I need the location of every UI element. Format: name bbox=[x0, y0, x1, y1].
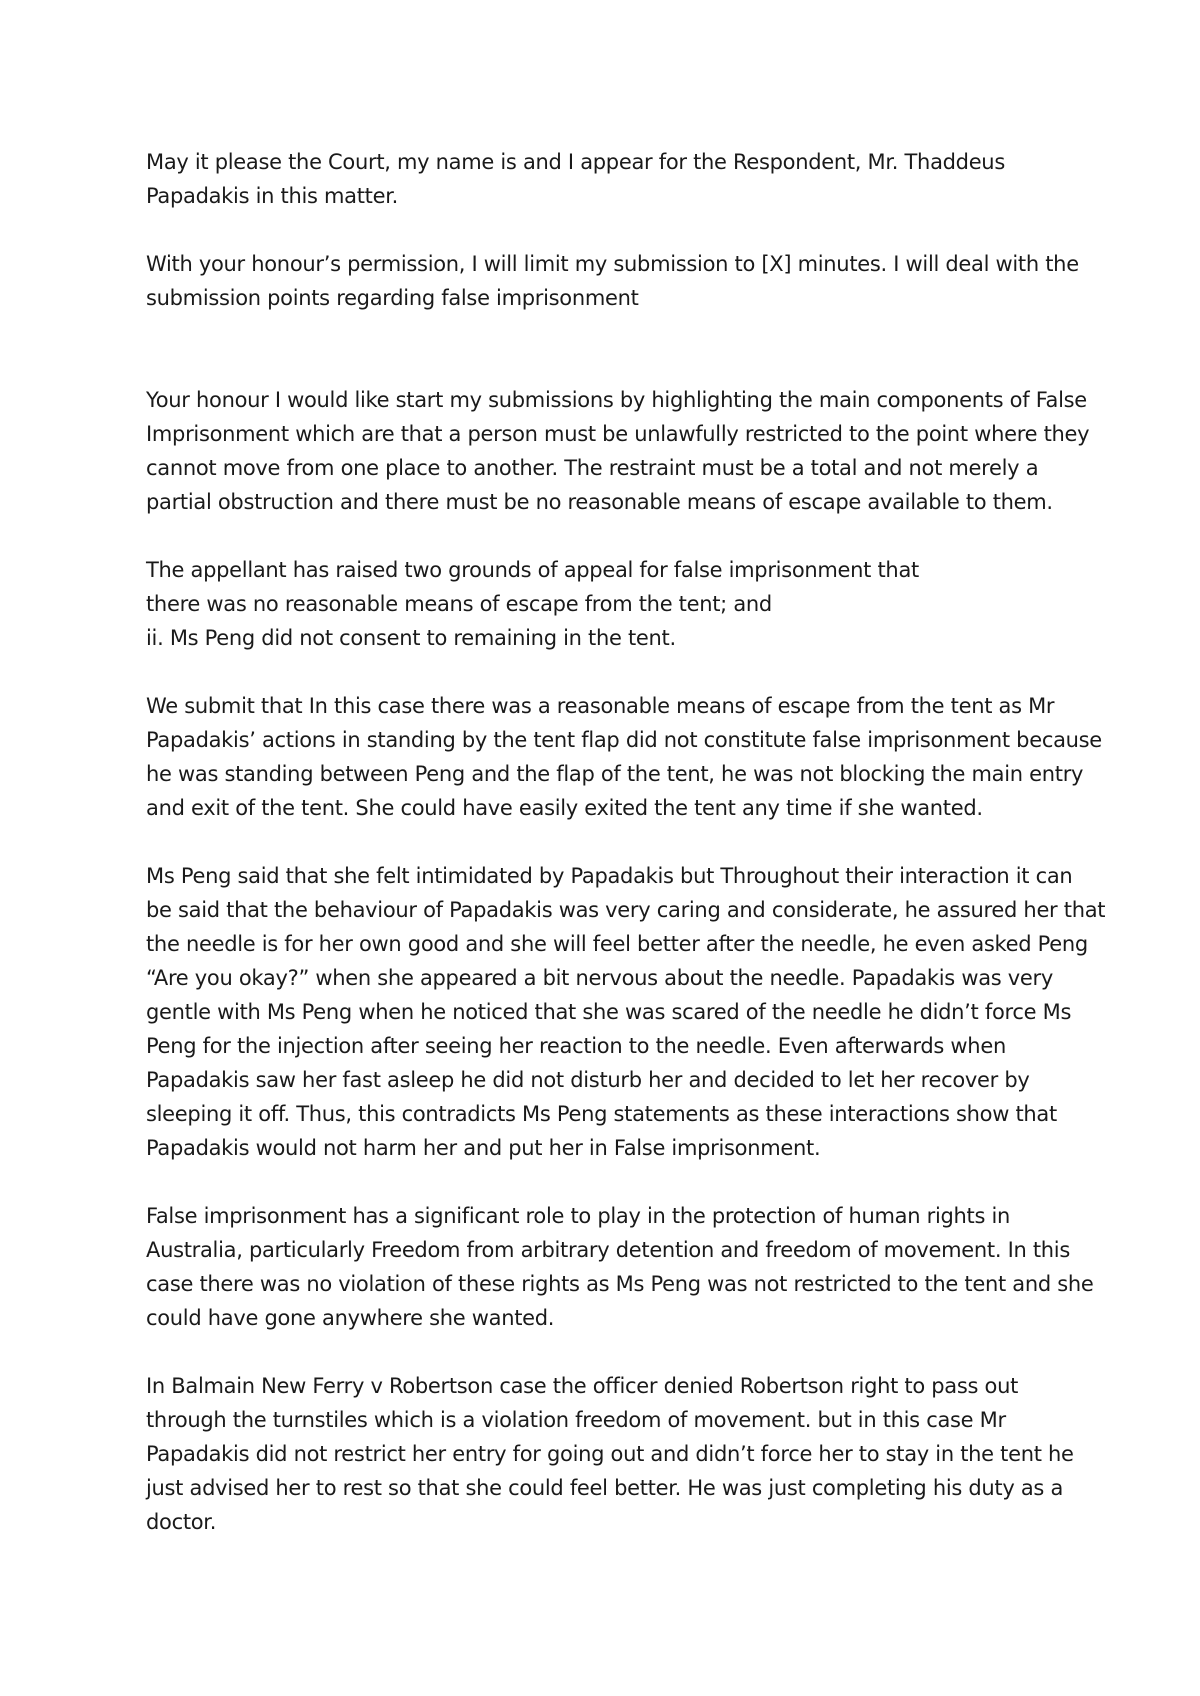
text-line: We submit that In this case there was a reasonable means of escape from the tent as Mr bbox=[146, 694, 1055, 718]
text-line: In Balmain New Ferry v Robertson case the officer denied Robertson right to pass out bbox=[146, 1374, 1019, 1398]
text-line: May it please the Court, my name is and I appear for the Respondent, Mr. Thaddeus bbox=[146, 150, 1005, 174]
text-line: he was standing between Peng and the flap of the tent, he was not blocking the main entry bbox=[146, 762, 1084, 786]
text-line: “Are you okay?” when she appeared a bit nervous about the needle. Papadakis was very bbox=[146, 966, 1053, 990]
text-line: Papadakis did not restrict her entry for going out and didn’t force her to stay in the tent he bbox=[146, 1442, 1074, 1466]
paragraph-means-of-escape bbox=[146, 689, 1102, 825]
text-line: gentle with Ms Peng when he noticed that she was scared of the needle he didn’t force Ms bbox=[146, 1000, 1072, 1024]
text-line: The appellant has raised two grounds of appeal for false imprisonment that bbox=[146, 558, 919, 582]
paragraph-permission bbox=[146, 247, 1079, 315]
text-line: With your honour’s permission, I will limit my submission to [X] minutes. I will deal with the bbox=[146, 252, 1079, 276]
text-line: Ms Peng said that she felt intimidated by Papadakis but Throughout their interaction it can bbox=[146, 864, 1073, 888]
text-line: be said that the behaviour of Papadakis was very caring and considerate, he assured her that bbox=[146, 898, 1106, 922]
text-line: Your honour I would like start my submissions by highlighting the main components of False bbox=[146, 388, 1087, 412]
text-line: Peng for the injection after seeing her reaction to the needle. Even afterwards when bbox=[146, 1034, 1006, 1058]
paragraph-introduction bbox=[146, 145, 1076, 213]
text-line: cannot move from one place to another. The restraint must be a total and not merely a bbox=[146, 456, 1039, 480]
text-line: Imprisonment which are that a person must be unlawfully restricted to the point where they bbox=[146, 422, 1090, 446]
paragraph-components bbox=[146, 383, 1090, 519]
text-line: through the turnstiles which is a violation freedom of movement. but in this case Mr bbox=[146, 1408, 1006, 1432]
text-line: just advised her to rest so that she could feel better. He was just completing his duty as a bbox=[146, 1476, 1064, 1500]
text-line: False imprisonment has a significant role to play in the protection of human rights in bbox=[146, 1204, 1011, 1228]
document-body bbox=[146, 145, 1106, 1573]
paragraph-human-rights bbox=[146, 1199, 1094, 1335]
text-line: doctor. bbox=[146, 1510, 217, 1534]
paragraph-behaviour bbox=[146, 859, 1106, 1165]
text-line: Australia, particularly Freedom from arbitrary detention and freedom of movement. In this bbox=[146, 1238, 1070, 1262]
text-line: Papadakis would not harm her and put her in False imprisonment. bbox=[146, 1136, 821, 1160]
text-line: Papadakis’ actions in standing by the tent flap did not constitute false imprisonment because bbox=[146, 728, 1102, 752]
text-line: there was no reasonable means of escape from the tent; and bbox=[146, 592, 772, 616]
text-line: ii. Ms Peng did not consent to remaining in the tent. bbox=[146, 626, 676, 650]
text-line: could have gone anywhere she wanted. bbox=[146, 1306, 555, 1330]
text-line: Papadakis saw her fast asleep he did not disturb her and decided to let her recover by bbox=[146, 1068, 1030, 1092]
text-line: sleeping it off. Thus, this contradicts Ms Peng statements as these interactions show that bbox=[146, 1102, 1057, 1126]
text-line: the needle is for her own good and she will feel better after the needle, he even asked Peng bbox=[146, 932, 1088, 956]
text-line: case there was no violation of these rights as Ms Peng was not restricted to the tent and she bbox=[146, 1272, 1094, 1296]
text-line: Papadakis in this matter. bbox=[146, 184, 399, 208]
text-line: submission points regarding false imprisonment bbox=[146, 286, 639, 310]
paragraph-grounds-of-appeal bbox=[146, 553, 1076, 655]
text-line: and exit of the tent. She could have easily exited the tent any time if she wanted. bbox=[146, 796, 983, 820]
paragraph-case-law bbox=[146, 1369, 1076, 1539]
text-line: partial obstruction and there must be no reasonable means of escape available to them. bbox=[146, 490, 1053, 514]
